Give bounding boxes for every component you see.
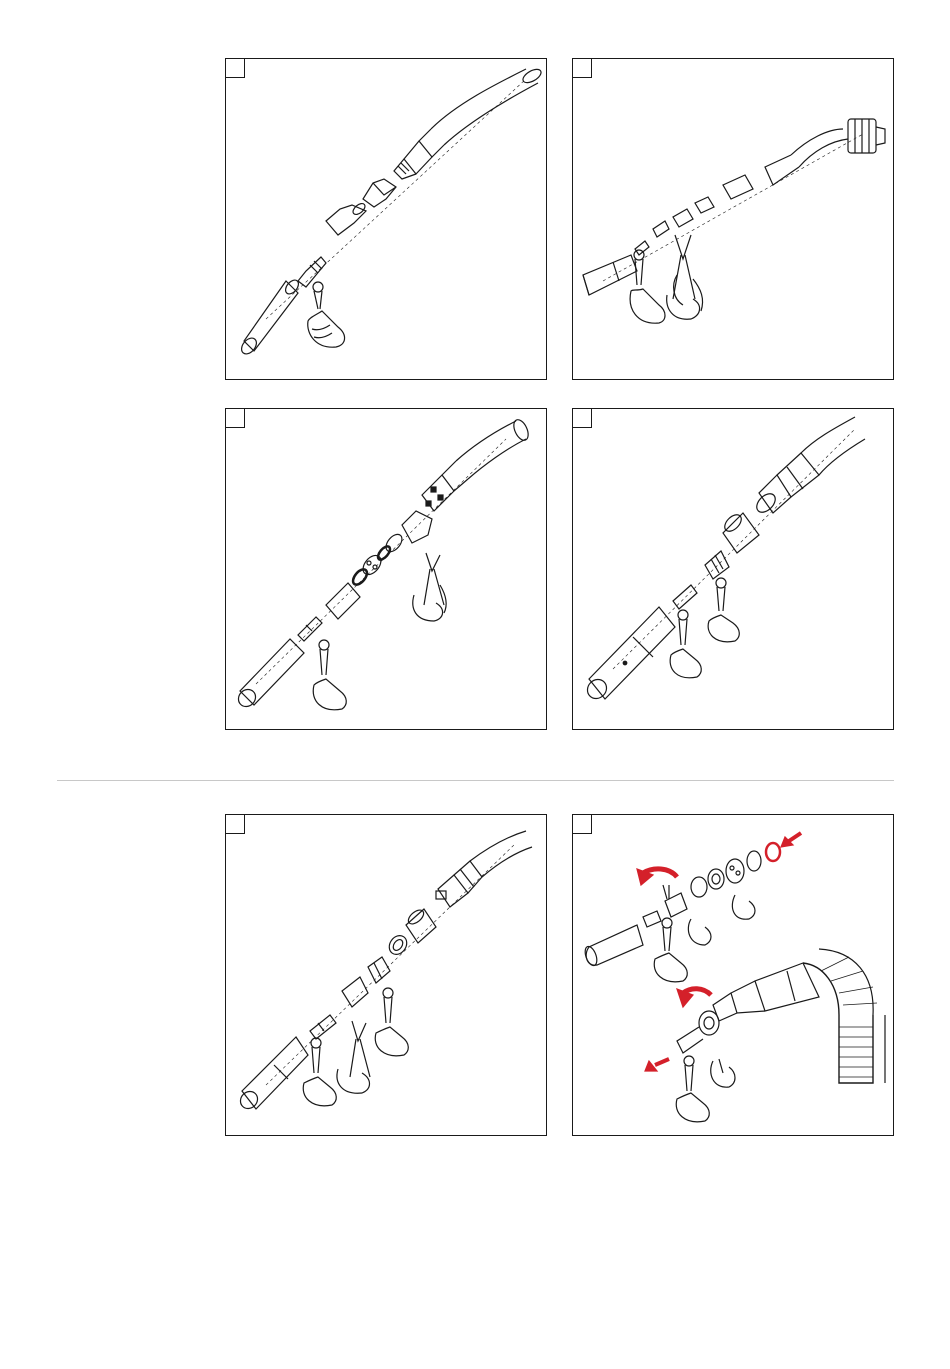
step-panel-1 [225, 58, 547, 380]
wrench-icon [708, 578, 739, 642]
torch-neck-disassembly-illustration [226, 59, 548, 381]
wrench-icon [654, 918, 687, 982]
pliers-icon [667, 235, 703, 319]
step-panel-5 [225, 814, 547, 1136]
step-panel-2 [572, 58, 894, 380]
step-panel-3 [225, 408, 547, 730]
torch-neck-disassembly-illustration [226, 815, 548, 1137]
torch-neck-disassembly-illustration [573, 409, 895, 731]
hose-connector-disassembly-illustration [573, 815, 895, 1137]
rotate-arrow-icon [677, 989, 711, 1007]
rotate-arrow-icon [637, 869, 677, 885]
wrench-icon [308, 282, 345, 347]
step-panel-4 [572, 408, 894, 730]
torch-neck-disassembly-illustration [226, 409, 548, 731]
torch-neck-disassembly-illustration [573, 59, 895, 381]
wrench-icon [676, 1056, 709, 1122]
wrench-icon [670, 610, 701, 678]
hand-icon [711, 1059, 735, 1087]
pliers-icon [413, 553, 446, 621]
wrench-icon [630, 250, 665, 323]
section-divider [57, 780, 894, 781]
pliers-icon [337, 1021, 370, 1093]
wrench-icon [313, 640, 346, 710]
remove-arrow-icon [645, 1059, 669, 1071]
insert-arrow-icon [781, 833, 801, 847]
wrench-icon [375, 988, 408, 1056]
wrench-icon [303, 1038, 336, 1106]
step-panel-6 [572, 814, 894, 1136]
